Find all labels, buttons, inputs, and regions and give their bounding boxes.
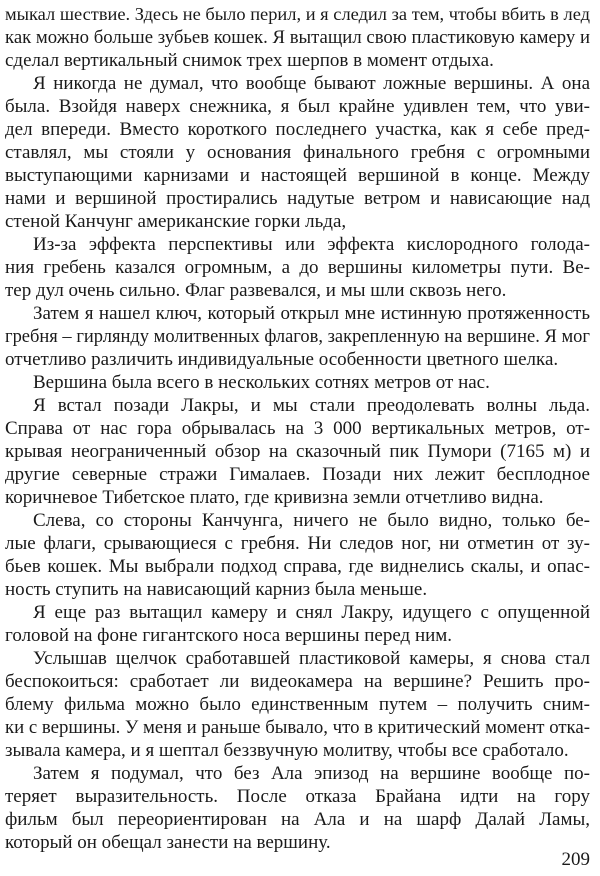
text-line: Вершина была всего в нескольких сотнях метров от нас. [33,372,490,393]
text-line: гребня – гирлянду молитвенных флагов, закрепленную на вершине. Я мог [5,326,590,346]
text-line: Из-за эффекта перспективы или эффекта кислородного голода- [33,234,590,255]
text-line: блему фильма можно было единственным путем – получить сним- [5,694,590,715]
text-line: Услышав щелчок сработавшей пластиковой камеры, я снова стал [33,648,590,669]
text-line: Я никогда не думал, что вообще бывают ложные вершины. А она [33,73,590,94]
text-line: как можно больше зубьев кошек. Я вытащил свою пластиковую камеру и [5,27,590,48]
text-line: стеной Канчунг американские горки льда, [5,211,347,232]
text-line: нами и вершиной простирались надутые ветром и нависающие над [5,188,590,209]
text-line: фильм был переориентирован на Ала и на шарф Далай Ламы, [5,809,590,830]
text-line: выступающими карнизами и настоящей вершиной в конце. Между [5,165,590,186]
text-line: Затем я подумал, что без Ала эпизод на вершине вообще по- [33,763,590,784]
text-line: была. Взойдя наверх снежника, я был крайне удивлен тем, что уви- [5,96,590,117]
text-line: крывая неограниченный обзор на сказочный пик Пумори (7165 м) и [5,441,590,462]
text-line: бьев кошек. Мы выбрали подход справа, где виднелись скалы, и опас- [5,556,590,577]
text-line: другие северные стражи Гималаев. Позади них лежит бесплодное [5,464,590,485]
text-line: ния гребень казался огромным, а до вершины километры пути. Ве- [5,257,590,278]
text-line: ность ступить на нависающий карниз была меньше. [5,579,428,600]
text-line: ки с вершины. У меня и раньше бывало, что в критический момент отка- [5,717,590,738]
text-line: беспокоиться: сработает ли видеокамера на вершине? Решить про- [5,671,590,692]
text-line: Я встал позади Лакры, и мы стали преодолевать волны льда. [33,395,590,416]
text-line: лые флаги, срывающиеся с гребня. Ни следов ног, ни отметин от зу- [5,533,590,554]
text-line: головой на фоне гигантского носа вершины перед ним. [5,625,453,646]
text-line: ставлял, мы стояли у основания финального гребня с огромными [5,142,590,163]
text-line: который он обещал занести на вершину. [5,832,331,853]
text-line: тер дул очень сильно. Флаг развевался, и мы шли сквозь него. [5,280,507,301]
text-line: Затем я нашел ключ, который открыл мне истинную протяженность [33,303,590,324]
text-line: сделал вертикальный снимок трех шерпов в момент отдыха. [5,50,494,71]
text-line: теряет выразительность. После отказа Брайана идти на гору [5,786,590,807]
text-line: мыкал шествие. Здесь не было перил, и я следил за тем, чтобы вбить в лед [5,4,590,24]
text-line: Я еще раз вытащил камеру и снял Лакру, идущего с опущенной [33,602,590,623]
text-line: Слева, со стороны Канчунга, ничего не было видно, только бе- [33,510,590,531]
text-line: отчетливо различить индивидуальные особенности цветного шелка. [5,349,559,370]
text-line: зывала камера, и я шептал беззвучную молитву, чтобы все сработало. [5,740,569,761]
text-line: Справа от нас гора обрывалась на 3 000 вертикальных метров, от- [5,418,590,439]
text-line: дел впереди. Вместо короткого последнего участка, как я себе пред- [5,119,590,140]
text-line: коричневое Тибетское плато, где кривизна земли отчетливо видна. [5,487,544,508]
page-number: 209 [561,849,590,870]
